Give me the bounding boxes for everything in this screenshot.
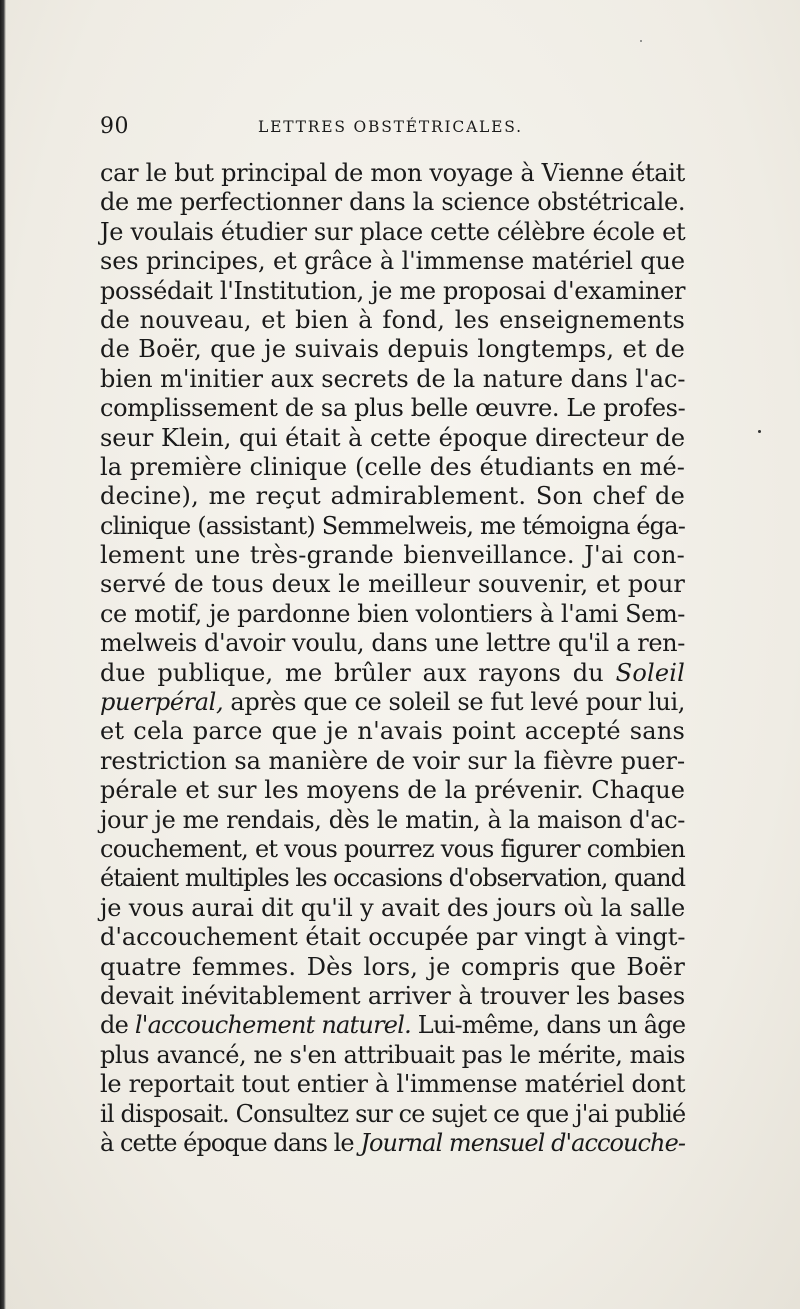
text-segment: de nouveau, et bien à fond, les enseignements (100, 305, 685, 334)
text-segment: quatre femmes. Dès lors, je compris que Boër (100, 952, 685, 981)
text-line (100, 570, 685, 599)
text-segment: après que ce soleil se fut levé pour lui, (223, 688, 685, 717)
text-segment: de Boër, que je suivais depuis longtemps, et de (100, 335, 685, 364)
text-line (100, 923, 685, 952)
text-segment: bien m'initier aux secrets de la nature dans l'ac- (100, 364, 686, 393)
text-segment: je vous aurai dit qu'il y avait des jours où la salle (100, 893, 685, 922)
text-segment: étaient multiples les occasions d'observation, quand (100, 864, 685, 893)
text-segment: restriction sa manière de voir sur la fièvre puer- (100, 746, 685, 775)
text-segment: plus avancé, ne s'en attribuait pas le mérite, mais (100, 1040, 685, 1069)
text-segment: de me perfectionner dans la science obstétricale. (100, 188, 686, 217)
text-line (100, 159, 685, 188)
text-segment: lement une très-grande bienveillance. J'ai con- (100, 541, 685, 570)
text-line (100, 1041, 685, 1070)
text-segment: ses principes, et grâce à l'immense matériel que (100, 247, 685, 276)
text-line (100, 512, 685, 541)
text-line (100, 541, 685, 570)
text-line (100, 453, 685, 482)
running-head: LETTRES OBSTÉTRICALES. (258, 118, 523, 136)
text-segment: la première clinique (celle des étudiants en mé- (100, 452, 685, 481)
text-line (100, 247, 685, 276)
text-line (100, 482, 685, 511)
text-segment: possédait l'Institution, je me proposai d'examiner (100, 276, 686, 305)
text-segment: melweis d'avoir voulu, dans une lettre qu'il a ren- (100, 629, 685, 658)
text-line (100, 982, 685, 1011)
text-line (100, 864, 685, 893)
italic-text: puerpéral, (100, 688, 224, 717)
text-segment: jour je me rendais, dès le matin, à la maison d'ac- (100, 805, 685, 834)
text-segment: seur Klein, qui était à cette époque directeur de (100, 423, 685, 452)
ink-speck (640, 40, 642, 42)
text-segment: complissement de sa plus belle œuvre. Le profes- (100, 394, 686, 423)
text-segment: due publique, me brûler aux rayons du (100, 658, 616, 687)
text-line (100, 1070, 685, 1099)
text-line (100, 1011, 685, 1040)
page-header (100, 114, 685, 144)
text-line (100, 1129, 685, 1158)
text-segment: de (100, 1011, 135, 1040)
italic-text: Journal mensuel d'accouche- (360, 1128, 686, 1157)
text-line (100, 335, 685, 364)
text-segment: Je voulais étudier sur place cette célèbre école et (100, 217, 686, 246)
text-segment: pérale et sur les moyens de la prévenir. Chaque (100, 776, 685, 805)
text-line (100, 629, 685, 658)
text-line (100, 277, 685, 306)
text-line (100, 894, 685, 923)
ink-speck (758, 430, 761, 433)
text-line (100, 424, 685, 453)
text-segment: car le but principal de mon voyage à Vienne était (100, 159, 685, 187)
text-segment: ce motif, je pardonne bien volontiers à l'ami Sem- (100, 599, 686, 628)
text-segment: servé de tous deux le meilleur souvenir, et pour (100, 570, 685, 599)
text-segment: à cette époque dans le (100, 1128, 361, 1157)
text-line (100, 365, 685, 394)
text-line (100, 953, 685, 982)
text-line (100, 394, 685, 423)
text-segment: et cela parce que je n'avais point accepté sans (100, 717, 685, 746)
text-segment: devait inévitablement arriver à trouver les bases (100, 981, 685, 1010)
text-line (100, 188, 685, 217)
italic-text: Soleil (615, 658, 685, 687)
text-line (100, 688, 685, 717)
page-number: 90 (100, 114, 129, 139)
text-line (100, 747, 685, 776)
text-segment: clinique (assistant) Semmelweis, me témoigna éga- (100, 511, 685, 540)
body-text (100, 159, 685, 1158)
text-line (100, 218, 685, 247)
text-segment: le reportait tout entier à l'immense matériel dont (100, 1070, 686, 1099)
text-segment: Lui-même, dans un âge (410, 1011, 686, 1040)
italic-text: l'accouchement naturel. (134, 1011, 411, 1040)
text-line (100, 835, 685, 864)
text-line (100, 717, 685, 746)
text-segment: d'accouchement était occupée par vingt à vingt- (100, 923, 686, 952)
text-line (100, 806, 685, 835)
text-segment: decine), me reçut admirablement. Son chef de (100, 482, 685, 511)
text-line (100, 306, 685, 335)
text-line (100, 659, 685, 688)
text-line (100, 1100, 685, 1129)
text-segment: couchement, et vous pourrez vous figurer combien (100, 834, 685, 863)
text-line (100, 776, 685, 805)
text-segment: il disposait. Consultez sur ce sujet ce que j'ai publié (100, 1099, 686, 1128)
page-binding-edge (0, 0, 6, 1309)
text-line (100, 600, 685, 629)
